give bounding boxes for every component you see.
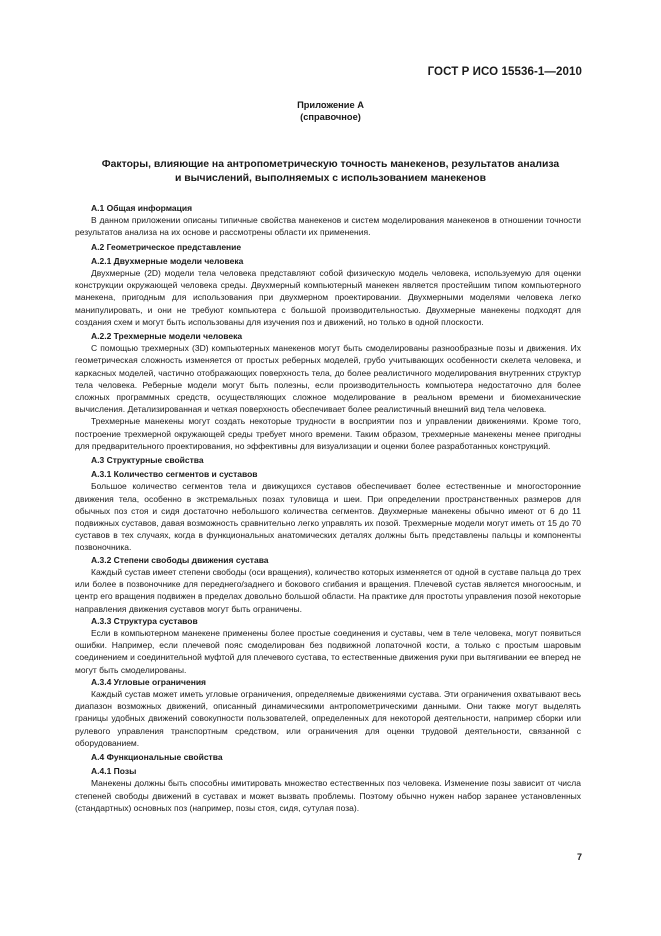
paragraph-a3-3-1: Если в компьютерном манекене применены более простые соединения и суставы, чем в теле человека, могут появиться ошибки. Например, если плечевой пояс смоделирован без подвижной лопаточной кости, а только с простым шаровым соединением и соединительной муфтой для плечевого сустава, то естественные движения руки при вытягивании ее вперед не могут быть смоделированы. [75, 627, 581, 675]
heading-a2-1: А.2.1 Двухмерные модели человека [91, 255, 244, 266]
paragraph-a2-2-1: С помощью трехмерных (3D) компьютерных манекенов могут быть смоделированы разнообразные позы и движения. Их геометрическая сложность изменяется от простых реберных моделей, грубо учитывающих особенности скелета человека, и каркасных моделей, частично отображающих поверхность тела, до более реалистичного моделирования внутренних структур тела человека. Реберные модели могут быть полезны, если производительность компьютера недостаточно для более сложных программных средств, осуществляющих сложное моделирование в реальном времени и биомеханические вычисления. Детализированная и четкая поверхность обеспечивает более реалистичный внешний вид тела человека. [75, 343, 581, 415]
page-number: 7 [576, 852, 582, 862]
document-code: ГОСТ Р ИСО 15536-1—2010 [427, 66, 582, 78]
paragraph-a3-2-1: Каждый сустав имеет степени свободы (оси вращения), количество которых изменяется от одной в суставе пальца до трех или более в позвоночнике для переднего/заднего и бокового сгибания и вращения. Плечевой сустав является многоосным, и центр его вращения подвижен в пределах довольно большой области. На практике для простоты управления позой некоторые направления движения суставов могут быть ограничены. [75, 566, 581, 614]
title-line-2: и вычислений, выполняемых с использованием манекенов [175, 172, 486, 184]
heading-a3-3: А.3.3 Структура суставов [91, 615, 198, 626]
document-body [75, 202, 581, 814]
appendix-header [0, 100, 661, 123]
heading-a4-1: А.4.1 Позы [91, 766, 137, 777]
heading-a4: А.4 Функциональные свойства [91, 751, 223, 762]
title-line-1: Факторы, влияющие на антропометрическую точность манекенов, результатов анализа [101, 159, 560, 170]
paragraph-a4-1-1: Манекены должны быть способны имитировать множество естественных поз человека. Изменение позы зависит от числа степеней свободы движений в суставах и может вызвать проблемы. Поэтому обычно нужен набор заранее установленных (стандартных) основных поз (например, позы стоя, сидя, сутулая поза). [75, 778, 581, 813]
heading-a2: А.2 Геометрическое представление [91, 241, 242, 252]
heading-a3-2: А.3.2 Степени свободы движения сустава [91, 554, 269, 565]
heading-a3-4: А.3.4 Угловые ограничения [91, 676, 207, 687]
paragraph-a1-1: В данном приложении описаны типичные свойства манекенов и систем моделирования манекенов в отношении точности результатов анализа на их основе и рассмотрены области их применения. [75, 215, 581, 238]
heading-a3: А.3 Структурные свойства [91, 455, 204, 466]
paragraph-a3-1-1: Большое количество сегментов тела и движущихся суставов обеспечивает более естественные и многосторонние движения тела, особенно в экстремальных позах туловища и шеи. При определении пространственных размеров для обычных поз стоя и сидя достаточно небольшого количества сегментов. Двухмерные манекены обычно имеют от 6 до 11 подвижных суставов, давая возможность сравнительно легко управлять их позой. Трехмерные модели могут иметь от 15 до 70 суставов в тех случаях, когда в функциональных анатомических деталях должны быть представлены пальцы и компоненты позвоночника. [75, 481, 581, 553]
paragraph-a2-1-1: Двухмерные (2D) модели тела человека представляют собой физическую модель человека, используемую для оценки конструкции окружающей человека среды. Двухмерный компьютерный манекен является простейшим типом компьютерного манекена, пригодным для использования при двухмерном проектировании. Двухмерными моделями человека легко манипулировать, и они не требуют компьютера с большой производительностью. Двухмерные манекены подходят для создания схем и могут быть использованы для изучения поз и движений, но только в одной плоскости. [75, 268, 581, 327]
heading-a1: А.1 Общая информация [91, 203, 193, 213]
appendix-kind: (справочное) [300, 111, 361, 122]
appendix-label: Приложение А [297, 100, 364, 110]
heading-a3-1: А.3.1 Количество сегментов и суставов [91, 469, 258, 480]
heading-a2-2: А.2.2 Трехмерные модели человека [91, 331, 243, 342]
paragraph-a2-2-2: Трехмерные манекены могут создать некоторые трудности в восприятии поз и управлении движениями. Кроме того, построение трехмерной окружающей среды требует много времени. Таким образом, трехмерные манекены менее пригодны для предварительного проектирования, но эффективны для визуализации и оценки более разработанных конструкций. [75, 416, 581, 451]
appendix-title [60, 158, 601, 185]
paragraph-a3-4-1: Каждый сустав может иметь угловые ограничения, определяемые движениями сустава. Эти ограничения охватывают весь диапазон возможных движений, описанный динамическими антропометрическими данными. Они также могут выделять границы удобных движений совокупности пользователей, определенных для некоторой деятельности, например сборки или рулевого управления транспортным средством, или ограничения для оценки трудовой деятельности, связанной с оборудованием. [75, 688, 581, 748]
